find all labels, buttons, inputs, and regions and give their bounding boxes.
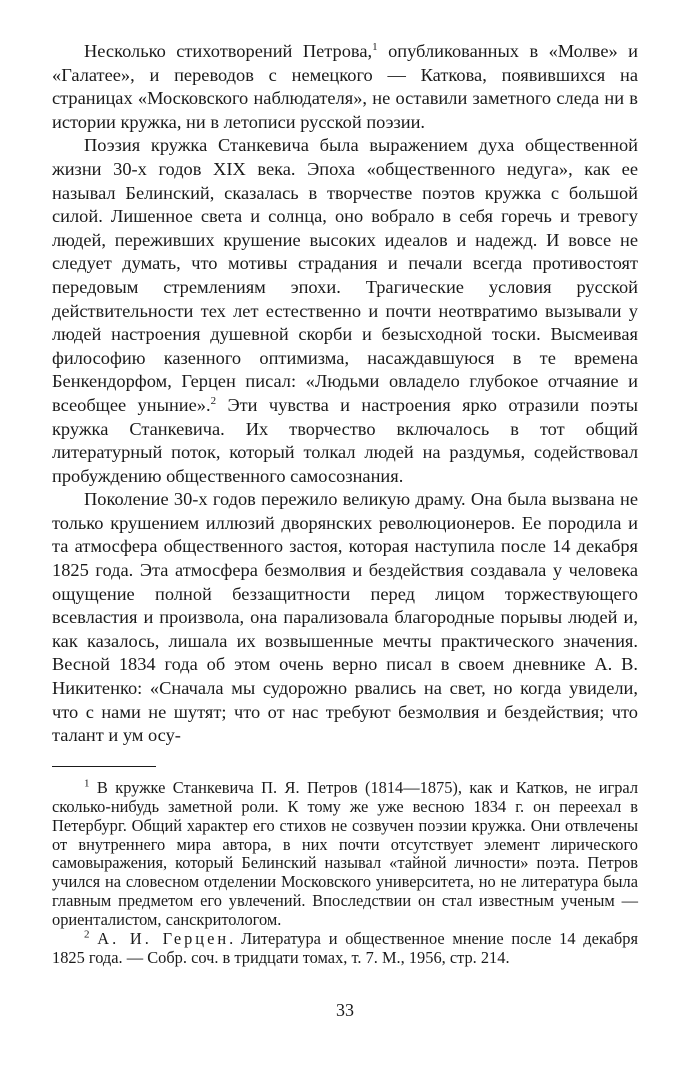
footnote-2-mark: 2: [84, 928, 90, 941]
page-body: [52, 40, 638, 968]
paragraph-2-text: Поэзия кружка Станкевича была выражением духа общественной жизни 30-х годов XIX века. Эпоха «общественного недуга», как ее называл Белинский, сказалась в творчестве поэтов кружка с большой силой. Лишенное света и солнца, оно вобрало в себя горечь и тревогу людей, переживших крушение высоких идеалов и надежд. И вовсе не следует думать, что мотивы страдания и печали всегда противостоят передовым стремлениям эпохи. Трагические условия русской действительности тех лет естественно и почти неотвратимо вызывали у людей настроения душевной скорби и безысходной тоски. Высмеивая философию казенного оптимизма, насаждавшуюся в те времена Бенкендорфом, Герцен писал: «Людьми овладело глубокое отчаяние и всеобщее уныние».: [52, 135, 638, 415]
footnote-1-mark: 1: [84, 777, 90, 790]
footnote-1: [52, 779, 638, 930]
footnote-ref-1[interactable]: 1: [372, 40, 378, 53]
footnote-2: [52, 930, 638, 968]
footnote-ref-2[interactable]: 2: [210, 394, 217, 407]
paragraph-3: [52, 488, 638, 748]
paragraph-1-text: Несколько стихотворений Петрова,: [84, 41, 373, 61]
footnote-divider: [52, 766, 156, 767]
footnote-1-text: В кружке Станкевича П. Я. Петров (1814—1875), как и Катков, не играл сколько-нибудь заметной роли. К тому же уже весною 1834 г. он переехал в Петербург. Общий характер его стихов не созвучен поэзии кружка. Они отвлечены от внутреннего мира автора, в них почти отсутствует элемент лирического самовыражения, который Белинский называл «тайной личности» поэта. Петров учился на словесном отделении Московского университета, но не литература была главным предметом его увлечений. Впоследствии он стал известным ученым — ориенталистом, санскритологом.: [52, 777, 638, 930]
footnote-2-text: . Литература и общественное мнение после 14 декабря 1825 года. — Собр. соч. в тридцати томах, т. 7. М., 1956, стр. 214.: [52, 929, 638, 967]
footnote-2-author: А. И. Герцен: [97, 929, 230, 949]
paragraph-2-text-cont: Эти чувства и настроения ярко отразили поэты кружка Станкевича. Их творчество включалось в тот общий литературный поток, который толкал людей на раздумья, содействовал пробуждению общественного самосознания.: [52, 394, 638, 486]
paragraph-2: [52, 134, 638, 488]
paragraph-1: [52, 40, 638, 134]
page-number: 33: [336, 1000, 354, 1020]
paragraph-3-text: Поколение 30-х годов пережило великую драму. Она была вызвана не только крушением иллюзий дворянских революционеров. Ее породила и та атмосфера общественного застоя, которая наступила после 14 декабря 1825 года. Эта атмосфера безмолвия и бездействия создавала у человека ощущение полной беззащитности перед лицом торжествующего всевластия и произвола, она парализовала благородные порывы людей и, как казалось, лишала их возвышенные мечты практического значения. Весной 1834 года об этом очень верно писал в своем дневнике А. В. Никитенко: «Сначала мы судорожно рвались на свет, но когда увидели, что с нами не шутят; что от нас требуют безмолвия и бездействия; что талант и ум осу-: [52, 489, 638, 746]
paragraph-1-text-cont: опубликованных в «Молве» и «Галатее», и переводов с немецкого — Каткова, появившихся на страницах «Московского наблюдателя», не оставили заметного следа ни в истории кружка, ни в летописи русской поэзии.: [52, 41, 639, 132]
